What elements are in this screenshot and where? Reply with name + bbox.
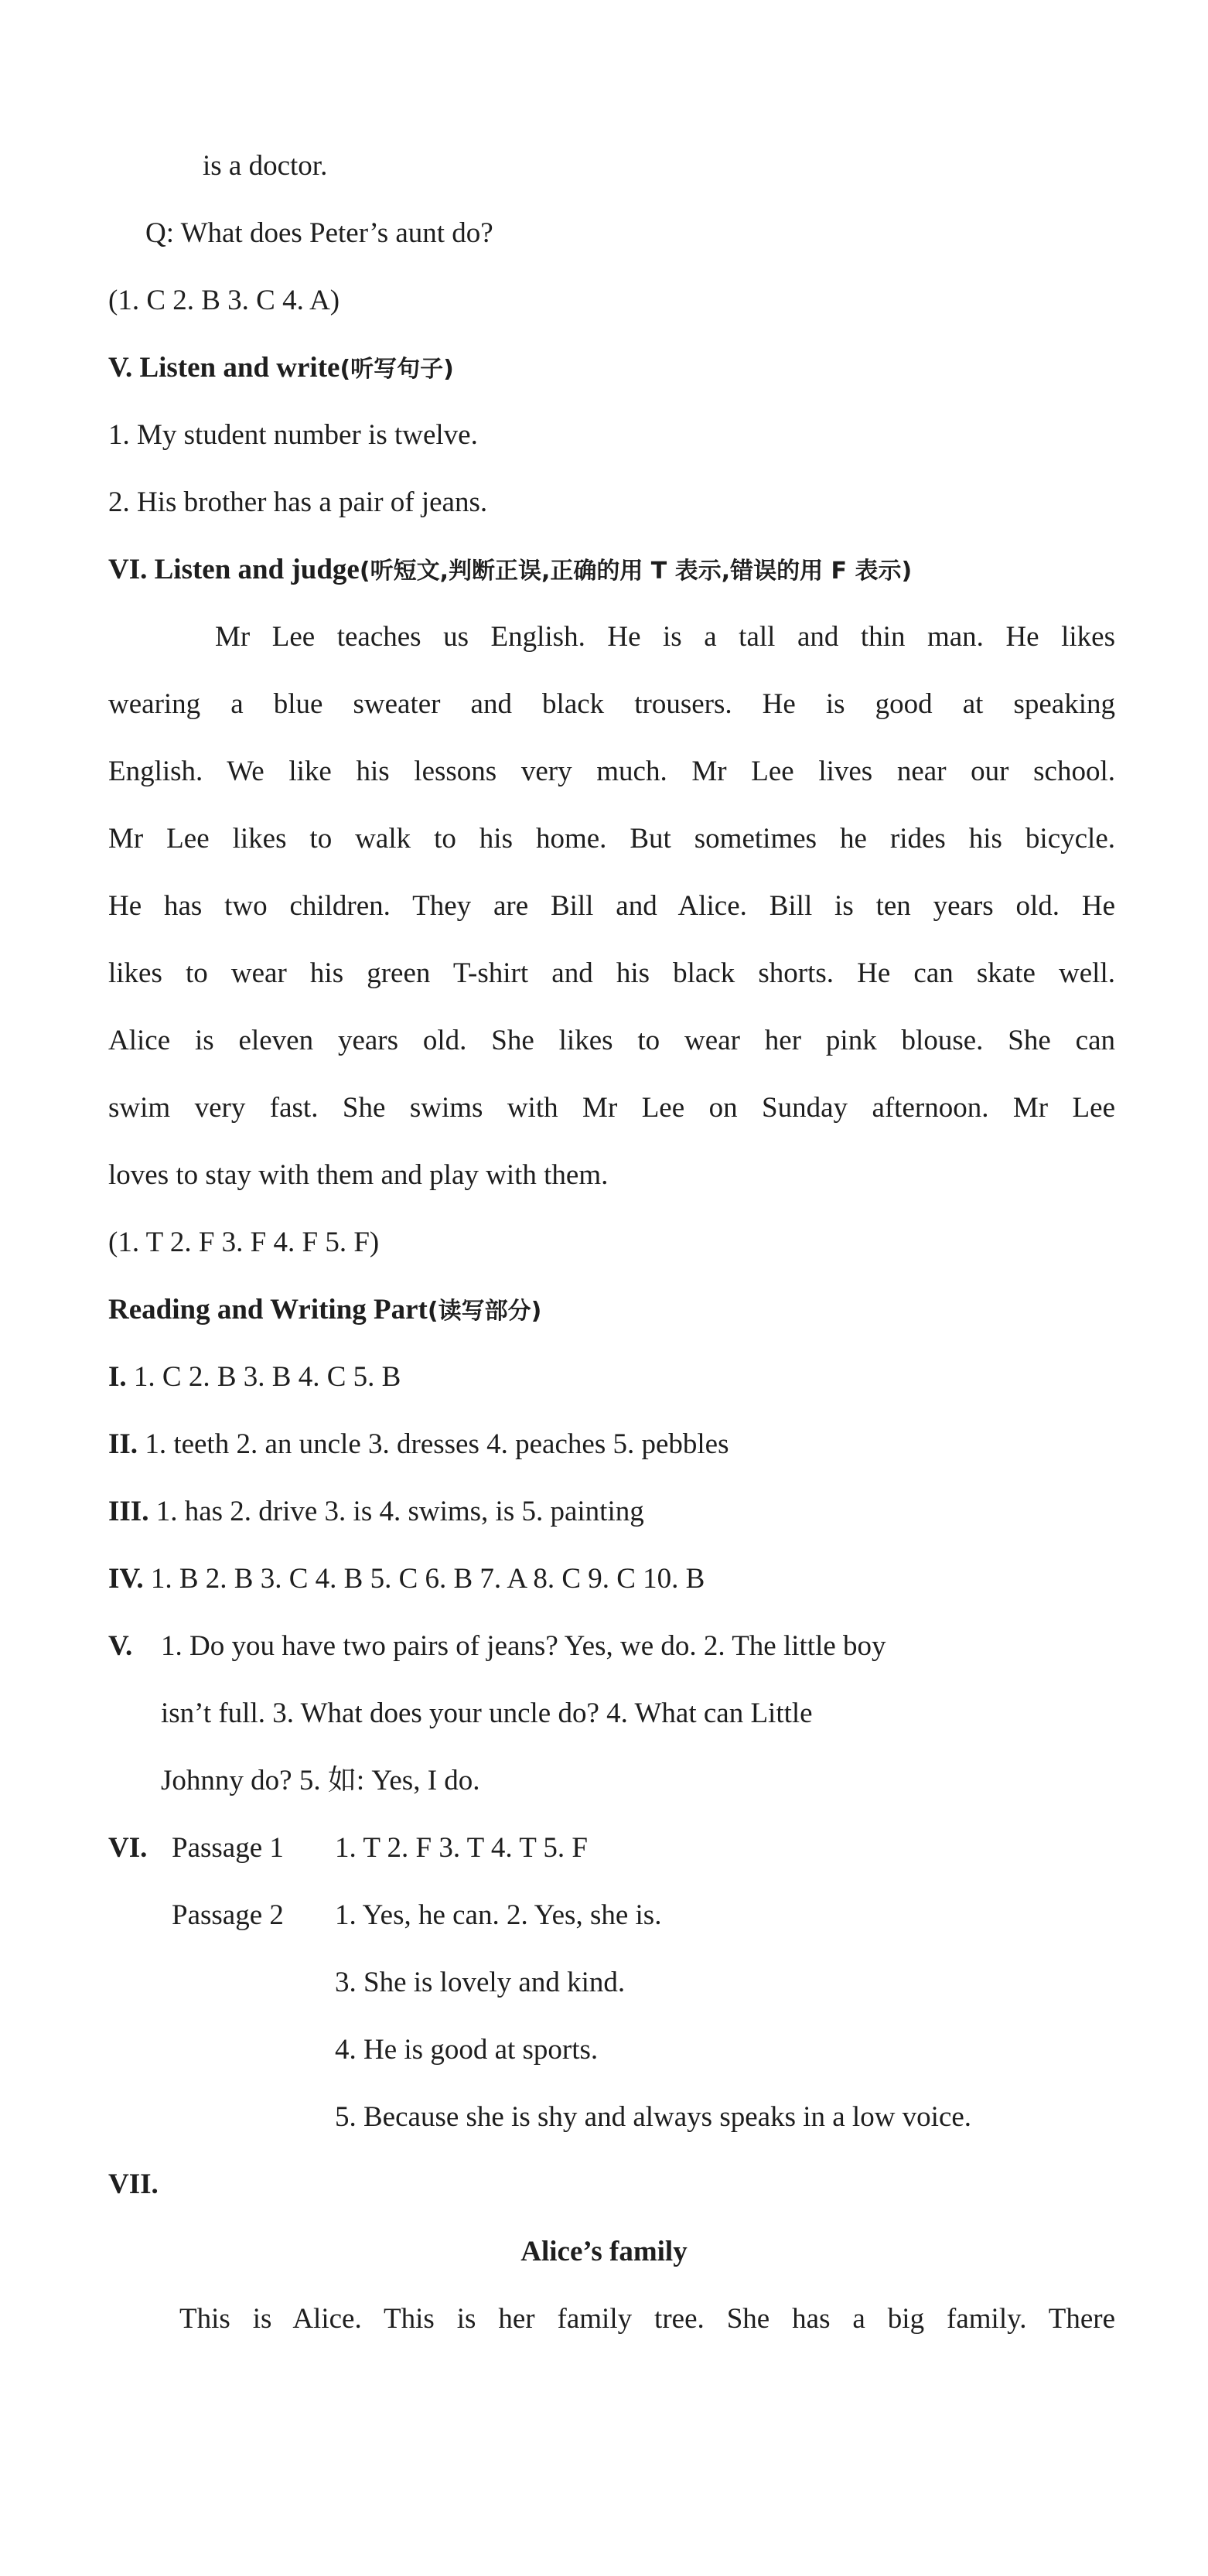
passage-line: Mr Lee teaches us English. He is a tall and thin man. He likes xyxy=(215,621,1115,653)
rw-item-number: V. xyxy=(108,1630,133,1662)
rw-item-number: VII. xyxy=(108,2168,159,2200)
rw-item-text: 1. B 2. B 3. C 4. B 5. C 6. B 7. A 8. C 9. C 10. B xyxy=(150,1563,705,1595)
rw-item-number: IV. xyxy=(108,1563,144,1595)
rw-item-i xyxy=(108,1360,401,1394)
section-vi-answers: (1. T 2. F 3. F 4. F 5. F) xyxy=(108,1227,380,1258)
section-v-heading xyxy=(108,351,454,387)
rw-item-vi-number xyxy=(108,1831,147,1865)
section-vi-title: VI. Listen and judge xyxy=(108,554,360,585)
passage-line: swim very fast. She swims with Mr Lee on Sunday afternoon. Mr Lee xyxy=(108,1092,1115,1124)
passage1-label: Passage 1 xyxy=(172,1832,284,1864)
rw-item-text: 1. teeth 2. an uncle 3. dresses 4. peaches 5. pebbles xyxy=(145,1428,729,1460)
section-v-item: 1. My student number is twelve. xyxy=(108,419,478,451)
rw-item-v-number xyxy=(108,1629,161,1663)
essay-title: Alice’s family xyxy=(520,2236,688,2267)
passage-line: likes to wear his green T-shirt and his black shorts. He can skate well. xyxy=(108,957,1115,989)
rw-item-text: 1. C 2. B 3. B 4. C 5. B xyxy=(133,1361,401,1393)
reading-writing-title: Reading and Writing Part xyxy=(108,1294,428,1326)
passage2-answer: 5. Because she is shy and always speaks in a low voice. xyxy=(335,2101,972,2133)
passage-line: loves to stay with them and play with them. xyxy=(108,1159,609,1191)
section-vi-title-cn: (听短文,判断正误,正确的用 T 表示,错误的用 F 表示) xyxy=(359,558,913,585)
rw-item-v-line: Johnny do? 5. 如: Yes, I do. xyxy=(161,1765,480,1796)
rw-item-number: III. xyxy=(108,1496,149,1527)
rw-item-v-line: isn’t full. 3. What does your uncle do? 4. What can Little xyxy=(161,1697,813,1729)
rw-item-iii xyxy=(108,1495,644,1529)
section-v-title: V. Listen and write xyxy=(108,352,340,384)
reading-writing-heading xyxy=(108,1293,541,1329)
passage-line: Alice is eleven years old. She likes to wear her pink blouse. She can xyxy=(108,1025,1115,1056)
rw-item-iv xyxy=(108,1562,705,1596)
passage-line: wearing a blue sweater and black trousers. He is good at speaking xyxy=(108,688,1115,720)
rw-item-vii-number xyxy=(108,2168,159,2202)
passage2-answer: 3. She is lovely and kind. xyxy=(335,1967,626,1998)
passage-line: He has two children. They are Bill and Alice. Bill is ten years old. He xyxy=(108,890,1115,922)
passage2-answer: 4. He is good at sports. xyxy=(335,2034,599,2066)
section-v-title-cn: (听写句子) xyxy=(340,356,454,383)
rw-item-number: II. xyxy=(108,1428,138,1460)
rw-item-ii xyxy=(108,1428,729,1462)
passage-line: Mr Lee likes to walk to his home. But sometimes he rides his bicycle. xyxy=(108,823,1115,855)
passage-line: English. We like his lessons very much. Mr Lee lives near our school. xyxy=(108,756,1115,787)
rw-item-number: VI. xyxy=(108,1832,148,1864)
section-v-item: 2. His brother has a pair of jeans. xyxy=(108,486,488,518)
section-vi-heading xyxy=(108,553,912,589)
rw-item-v-line: 1. Do you have two pairs of jeans? Yes, we do. 2. The little boy xyxy=(161,1630,886,1662)
passage1-answers: 1. T 2. F 3. T 4. T 5. F xyxy=(335,1832,588,1864)
listening-tail-line: is a doctor. xyxy=(203,150,328,182)
rw-item-text: 1. has 2. drive 3. is 4. swims, is 5. painting xyxy=(155,1496,644,1527)
reading-writing-title-cn: (读写部分) xyxy=(427,1298,542,1325)
essay-first-line: This is Alice. This is her family tree. She has a big family. There xyxy=(179,2303,1115,2335)
passage2-answer: 1. Yes, he can. 2. Yes, she is. xyxy=(335,1899,662,1931)
listening-question: Q: What does Peter’s aunt do? xyxy=(145,217,493,249)
listening-answers: (1. C 2. B 3. C 4. A) xyxy=(108,285,340,316)
rw-item-number: I. xyxy=(108,1361,127,1393)
passage2-label: Passage 2 xyxy=(172,1899,284,1931)
